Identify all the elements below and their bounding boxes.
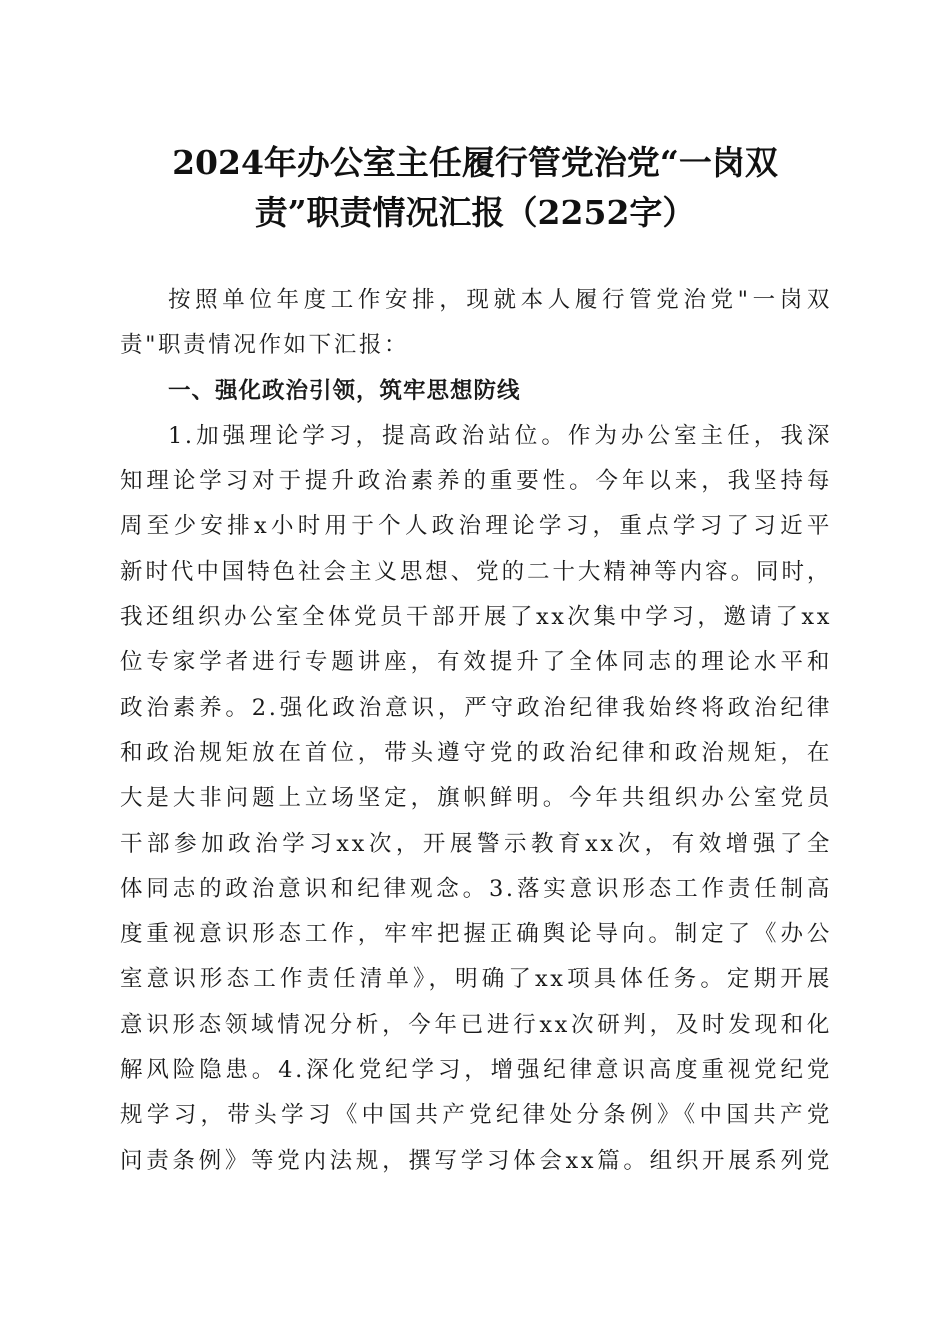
paragraph-line: 问责条例》等党内法规，撰写学习体会xx篇。组织开展系列党 [120, 1147, 832, 1174]
paragraph-line: 我还组织办公室全体党员干部开展了xx次集中学习，邀请了xx [120, 604, 832, 631]
document-title [100, 138, 850, 238]
title-line: 责”职责情况汇报（2252字） [254, 193, 696, 232]
paragraph-line: 位专家学者进行专题讲座，有效提升了全体同志的理论水平和 [120, 649, 832, 676]
paragraph-line: 解风险隐患。4.深化党纪学习，增强纪律意识高度重视党纪党 [120, 1057, 832, 1084]
paragraph-line: 大是大非问题上立场坚定，旗帜鲜明。今年共组织办公室党员 [120, 785, 832, 812]
paragraph-line: 责"职责情况作如下汇报： [120, 332, 410, 359]
paragraph-line: 体同志的政治意识和纪律观念。3.落实意识形态工作责任制高 [120, 875, 832, 902]
paragraph-line: 干部参加政治学习xx次，开展警示教育xx次，有效增强了全 [120, 830, 832, 857]
paragraph-line: 和政治规矩放在首位，带头遵守党的政治纪律和政治规矩，在 [120, 739, 832, 766]
title-line: 2024年办公室主任履行管党治党“一岗双 [172, 143, 778, 182]
paragraph-line: 规学习，带头学习《中国共产党纪律处分条例》《中国共产党 [120, 1102, 832, 1129]
section-heading: 一、强化政治引领，筑牢思想防线 [168, 377, 521, 404]
paragraph-line: 室意识形态工作责任清单》，明确了xx项具体任务。定期开展 [120, 966, 832, 993]
paragraph-line: 政治素养。2.强化政治意识，严守政治纪律我始终将政治纪律 [120, 694, 832, 721]
paragraph-line: 按照单位年度工作安排，现就本人履行管党治党"一岗双 [168, 287, 832, 313]
paragraph-line: 意识形态领域情况分析，今年已进行xx次研判，及时发现和化 [120, 1011, 832, 1038]
document-body [120, 278, 832, 1184]
paragraph-line: 知理论学习对于提升政治素养的重要性。今年以来，我坚持每 [120, 468, 832, 495]
paragraph-line: 1.加强理论学习，提高政治站位。作为办公室主任，我深 [168, 422, 832, 449]
paragraph-line: 周至少安排x小时用于个人政治理论学习，重点学习了习近平 [120, 513, 832, 540]
paragraph-line: 新时代中国特色社会主义思想、党的二十大精神等内容。同时， [120, 558, 832, 585]
paragraph-line: 度重视意识形态工作，牢牢把握正确舆论导向。制定了《办公 [120, 921, 832, 948]
